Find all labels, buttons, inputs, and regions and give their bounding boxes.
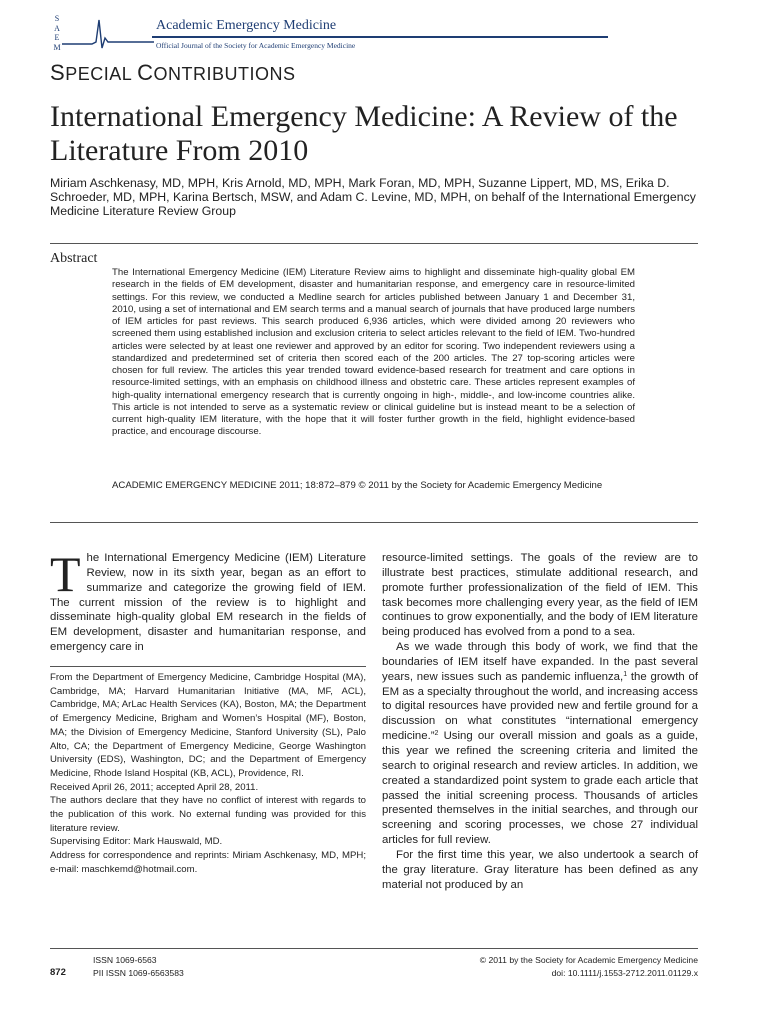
saem-letter: M bbox=[53, 42, 61, 52]
heartbeat-logo-icon bbox=[62, 16, 154, 50]
journal-rule bbox=[152, 36, 608, 38]
supervising-editor: Supervising Editor: Mark Hauswald, MD. bbox=[50, 836, 223, 848]
intro-paragraph bbox=[50, 546, 366, 655]
pii: PII ISSN 1069-6563583 bbox=[93, 967, 184, 978]
affiliation-rule bbox=[50, 666, 366, 667]
received-date: Received April 26, 2011; accepted April 28, 2011. bbox=[50, 781, 259, 793]
right-column bbox=[382, 551, 698, 892]
paragraph: For the first time this year, we also undertook a search of the gray literature. Gray literature has been defined as any material not produced by an bbox=[382, 848, 698, 891]
paragraph: As we wade through this body of work, we find that the boundaries of IEM itself have expanded. In the past several years, new issues such as pandemic influenza,$^1$ the growth of EM as a specialty throughout the world, and increasing access to digital resources have provided new and fertile ground for a discussion on what constitutes “international emergency medicine.”$^2$ Using our overall mission and goals as a guide, this year we refined the screening criteria and limited the search to original research and review articles. In addition, we created a standardized point system to grade each article that passed the initial screening process. Thousands of articles presented themselves in the initial searches, and through our screening and scoring processes, we chose 27 individual articles for full review. bbox=[382, 641, 698, 847]
article-title: International Emergency Medicine: A Review of the Literature From 2010 bbox=[50, 100, 678, 167]
saem-letter: E bbox=[54, 33, 60, 42]
section-label: SPECIAL CONTRIBUTIONS bbox=[50, 60, 296, 85]
reference-marker: 1 bbox=[623, 670, 628, 678]
page-number: 872 bbox=[50, 967, 66, 978]
footer-issn bbox=[93, 954, 184, 979]
affiliations-block bbox=[50, 671, 366, 877]
abstract-heading: Abstract bbox=[50, 251, 98, 266]
doi: doi: 10.1111/j.1553-2712.2011.01129.x bbox=[551, 967, 698, 978]
issn: ISSN 1069-6563 bbox=[93, 955, 157, 965]
abstract-top-rule bbox=[50, 243, 698, 244]
copyright: © 2011 by the Society for Academic Emergency Medicine bbox=[479, 955, 698, 965]
intro-text: he International Emergency Medicine (IEM) Literature Review, now in its sixth year, began as an effort to summarize and categorize the growing field of IEM. The current mission of the review is to highlight and disseminate high-quality global EM research in the fields of EM development, disaster and humanitarian response, and emergency care in bbox=[50, 552, 366, 654]
journal-subtitle: Official Journal of the Society for Academic Emergency Medicine bbox=[156, 41, 356, 50]
paragraph: resource-limited settings. The goals of the review are to illustrate best practices, stimulate additional research, and promote further professionalization of the field of IEM. This task becomes more challenging every year, as the field of IEM continues to grow exponentially, and the body of IEM literature being produced has evolved from a pond to a sea. bbox=[382, 552, 698, 639]
abstract-citation: ACADEMIC EMERGENCY MEDICINE 2011; 18:872–879 © 2011 by the Society for Academic Emergency Medicine bbox=[112, 480, 603, 491]
correspondence-address: Address for correspondence and reprints: Miriam Aschkenasy, MD, MPH; e-mail: maschkemd@hotmail.com. bbox=[50, 850, 366, 875]
affiliation-departments: From the Department of Emergency Medicine, Cambridge Hospital (MA), Cambridge, MA; Harvard Humanitarian Initiative (MA, MF, ACL), Cambridge, MA; ArLac Health Services (KA), Boston, MA; the Department of Emergency Medicine, Brigham and Women’s Hospital (MF), Boston, MA; the Division of Emergency Medicine, Stanford University (SL), Palo Alto, CA; the Department of Emergency Medicine, George Washington University (EDS), Washington, DC; and the Department of Emergency Medicine, Rhode Island Hospital (KB, ACL), Providence, RI. bbox=[50, 672, 366, 779]
drop-cap: T bbox=[50, 546, 81, 602]
reference-marker: 2 bbox=[434, 730, 439, 738]
journal-title: Academic Emergency Medicine bbox=[156, 18, 337, 33]
conflict-statement: The authors declare that they have no conflict of interest with regards to the publication of this work. No external funding was provided for this literature review. bbox=[50, 795, 366, 834]
abstract-text: The International Emergency Medicine (IEM) Literature Review aims to highlight and disseminate high-quality global EM research in the fields of EM development, disaster and humanitarian response, and emergency care in resource-limited settings. For this review, we conducted a Medline search for articles published between January 1 and December 31, 2010, using a set of international and EM search terms and a manual search of journals that have produced large numbers of IEM articles for past reviews. This search produced 6,936 articles, which were divided among 20 reviewers who screened them using established inclusion and exclusion criteria to select articles relevant to the field of IEM. Two-hundred articles were selected by at least one reviewer and approved by an editor for scoring. Two independent reviewers using a standardized and predetermined set of criteria then scored each of the 200 articles. The 27 top-scoring articles were chosen for full review. The articles this year trended toward evidence-based research for treatment and care options in resource-limited settings, with an emphasis on childhood illness and obstetric care. These articles represent examples of high-quality international emergency research that is currently ongoing in high-, middle-, and low-income countries alike. This article is not intended to serve as a systematic review or clinical guideline but is instead meant to be a selection of current high-quality IEM literature, with the hope that it will foster further growth in the field, highlight evidence-based practice, and encourage discourse. bbox=[112, 267, 635, 438]
journal-header bbox=[52, 14, 612, 54]
footer-copyright bbox=[480, 954, 698, 979]
saem-logo bbox=[52, 14, 62, 52]
footer-rule bbox=[50, 948, 698, 949]
author-list: Miriam Aschkenasy, MD, MPH, Kris Arnold, MD, MPH, Mark Foran, MD, MPH, Suzanne Lippert, MD, MS, Erika D. Schroeder, MD, MPH, Karina Bertsch, MSW, and Adam C. Levine, MD, MPH, on behalf of the International Emergency Medicine Literature Review Group bbox=[50, 176, 696, 218]
abstract-bottom-rule bbox=[50, 522, 698, 523]
saem-letter: A bbox=[54, 23, 60, 33]
saem-letter: S bbox=[54, 14, 60, 23]
